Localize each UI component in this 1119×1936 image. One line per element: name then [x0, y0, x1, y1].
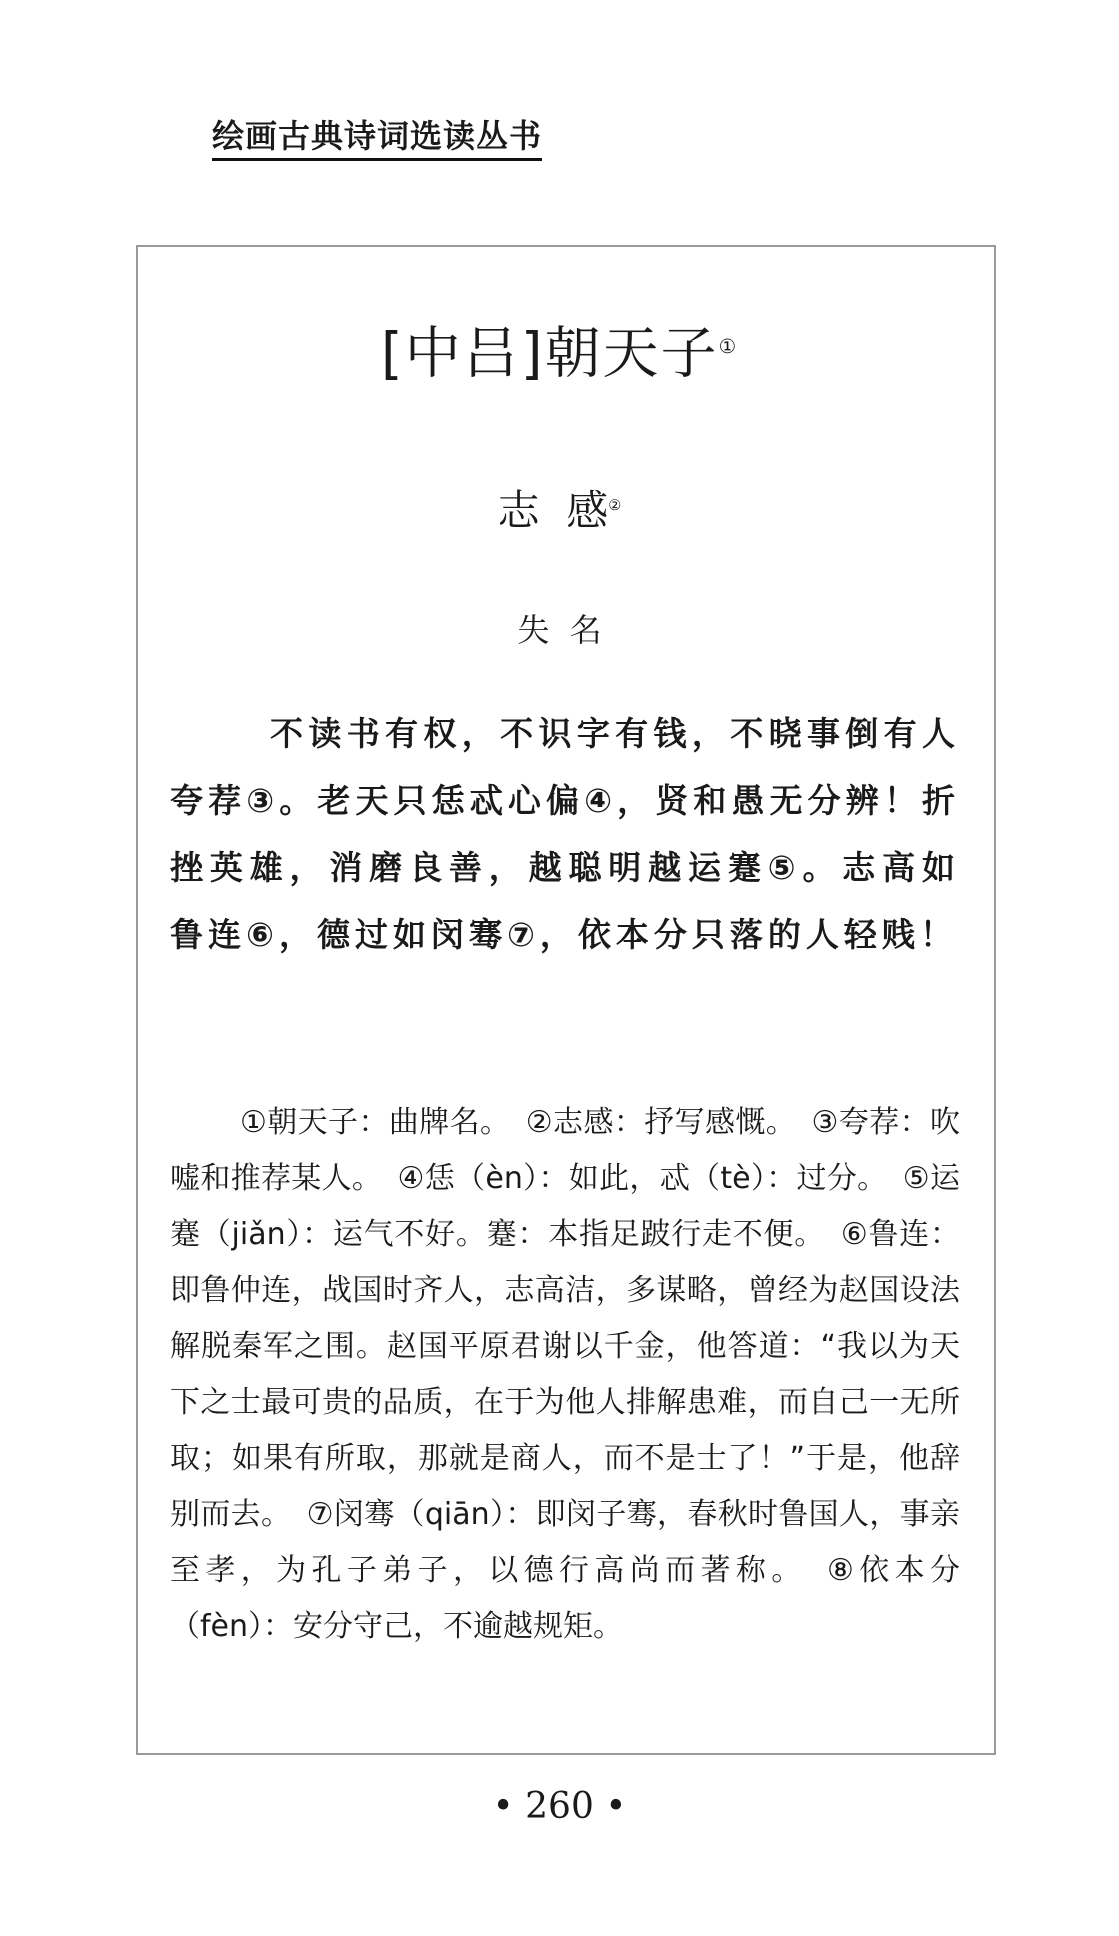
footnote-marker: ②: [608, 497, 622, 514]
poem-subtitle: [0, 478, 1119, 539]
series-title: 绘画古典诗词选读丛书: [212, 116, 542, 161]
footnote-marker: ①: [718, 335, 739, 358]
footnotes-text: ①朝天子：曲牌名。 ②志感：抒写感慨。 ③夸荐：吹嘘和推荐某人。 ④恁（èn）：如此，忒（tè）：过分。 ⑤运蹇（jiǎn）：运气不好。蹇：本指足跛行走不便。 ⑥鲁连：即鲁仲连，战国时齐人，志高洁，多谋略，曾经为赵国设法解脱秦军之围。赵国平原君谢以千金，他答道：“我以为天下之士最可贵的品质，在于为他人排解患难，而自己一无所取；如果有所取，那就是商人，而不是士了！”于是，他辞别而去。 ⑦闵骞（qiān）：即闵子骞，春秋时鲁国人，事亲至孝，为孔子弟子，以德行高尚而著称。 ⑧依本分（fèn）：安分守己，不逾越规矩。: [170, 1105, 960, 1644]
poem-title: [0, 312, 1119, 390]
poem-body: [170, 700, 960, 968]
poem-title-text: [中吕]朝天子: [380, 321, 719, 387]
poem-subtitle-text: 志 感: [497, 486, 609, 535]
footnotes: [170, 1095, 960, 1655]
poem-text: 不读书有权，不识字有钱，不晓事倒有人夸荐③。老天只恁忒心偏④，贤和愚无分辨！折挫英雄，消磨良善，越聪明越运蹇⑤。志高如鲁连⑥，德过如闵骞⑦，依本分只落的人轻贱！: [170, 714, 960, 954]
page-number: • 260 •: [492, 1786, 627, 1827]
poem-author: 失 名: [517, 611, 602, 649]
